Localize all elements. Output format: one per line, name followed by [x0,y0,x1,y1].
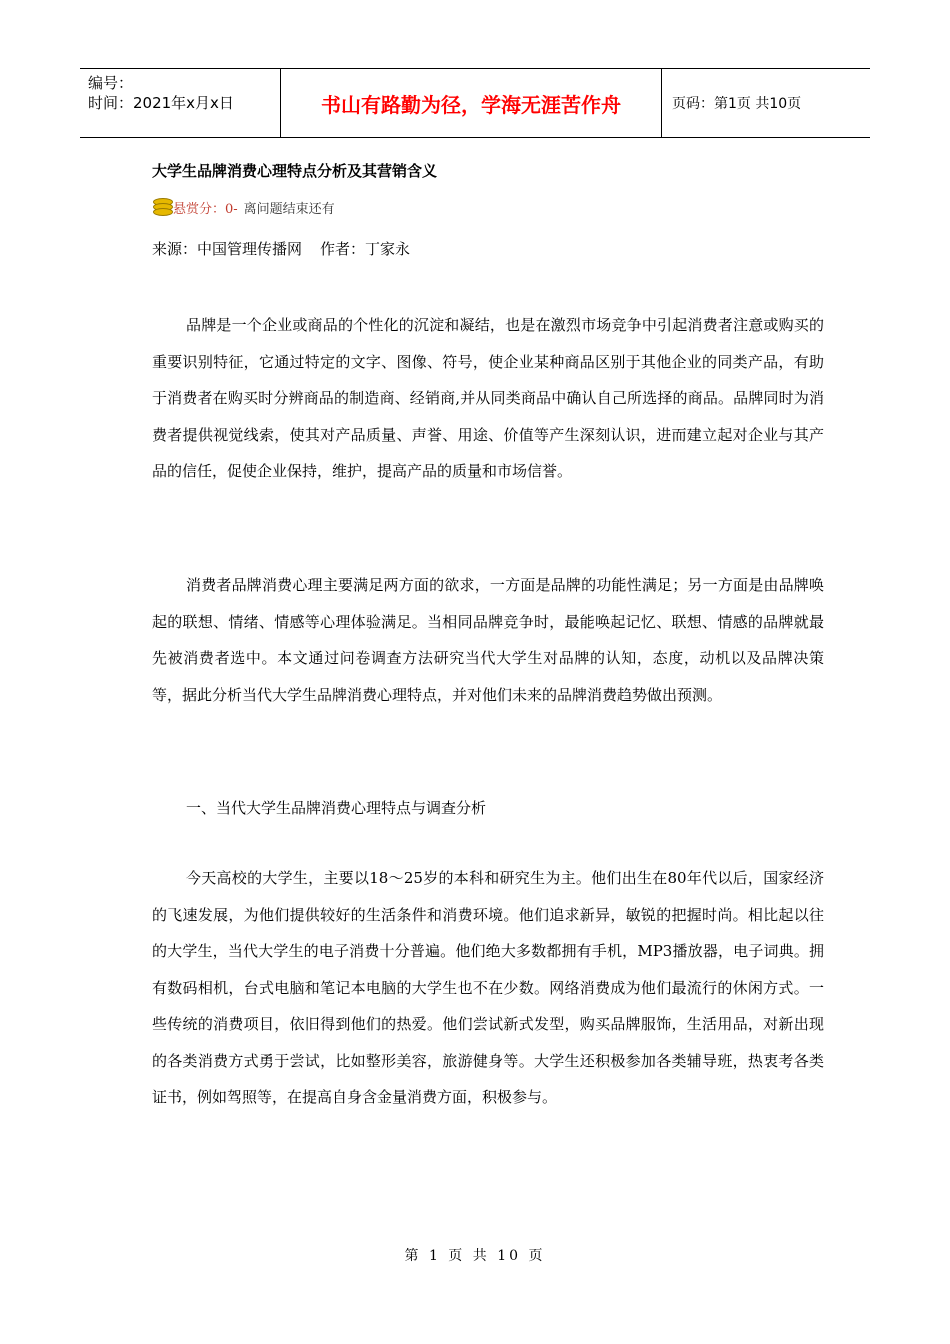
document-header [80,68,870,138]
source-text: 来源：中国管理传播网 [152,240,303,258]
header-page-info: 页码：第1页 共10页 [672,96,802,112]
paragraph-2: 消费者品牌消费心理主要满足两方面的欲求，一方面是品牌的功能性满足；另一方面是由品牌唤起的联想、情绪、情感等心理体验满足。当相同品牌竞争时，最能唤起记忆、联想、情感的品牌就最先被消费者选中。本文通过问卷调查方法研究当代大学生对品牌的认知，态度，动机以及品牌决策等，据此分析当代大学生品牌消费心理特点，并对他们未来的品牌消费趋势做出预测。 [152,576,824,704]
reward-label: 悬赏分：0- [173,201,238,217]
code-label: 编号： [88,74,134,92]
article-title: 大学生品牌消费心理特点分析及其营销含义 [152,162,438,180]
reward-note: 离问题结束还有 [243,201,335,217]
section-heading-1: 一、当代大学生品牌消费心理特点与调查分析 [186,799,487,817]
header-meta [80,69,280,137]
source-line [152,238,410,259]
date-label: 时间：2021年x月x日 [88,94,234,112]
header-motto: 书山有路勤为径，学海无涯苦作舟 [280,69,662,137]
reward-line [152,196,335,218]
paragraph-1: 品牌是一个企业或商品的个性化的沉淀和凝结，也是在激烈市场竞争中引起消费者注意或购买的重要识别特征，它通过特定的文字、图像、符号，使企业某种商品区别于其他企业的同类产品，有助于消费者在购买时分辨商品的制造商、经销商,并从同类商品中确认自己所选择的商品。品牌同时为消费者提供视觉线索，使其对产品质量、声誉、用途、价值等产生深刻认识，进而建立起对企业与其产品的信任，促使企业保持，维护，提高产品的质量和市场信誉。 [152,316,824,480]
coin-stack-icon [152,196,172,218]
page-footer: 第 1 页 共 10 页 [404,1248,546,1264]
paragraph-3: 今天高校的大学生，主要以18～25岁的本科和研究生为主。他们出生在80年代以后，国家经济的飞速发展，为他们提供较好的生活条件和消费环境。他们追求新异，敏锐的把握时尚。相比起以往的大学生，当代大学生的电子消费十分普遍。他们绝大多数都拥有手机，MP3播放器，电子词典。拥有数码相机，台式电脑和笔记本电脑的大学生也不在少数。网络消费成为他们最流行的休闲方式。一些传统的消费项目，依旧得到他们的热爱。他们尝试新式发型，购买品牌服饰，生活用品，对新出现的各类消费方式勇于尝试，比如整形美容，旅游健身等。大学生还积极参加各类辅导班，热衷考各类证书，例如驾照等，在提高自身含金量消费方面，积极参与。 [152,869,824,1106]
author-text: 作者：丁家永 [320,240,411,258]
